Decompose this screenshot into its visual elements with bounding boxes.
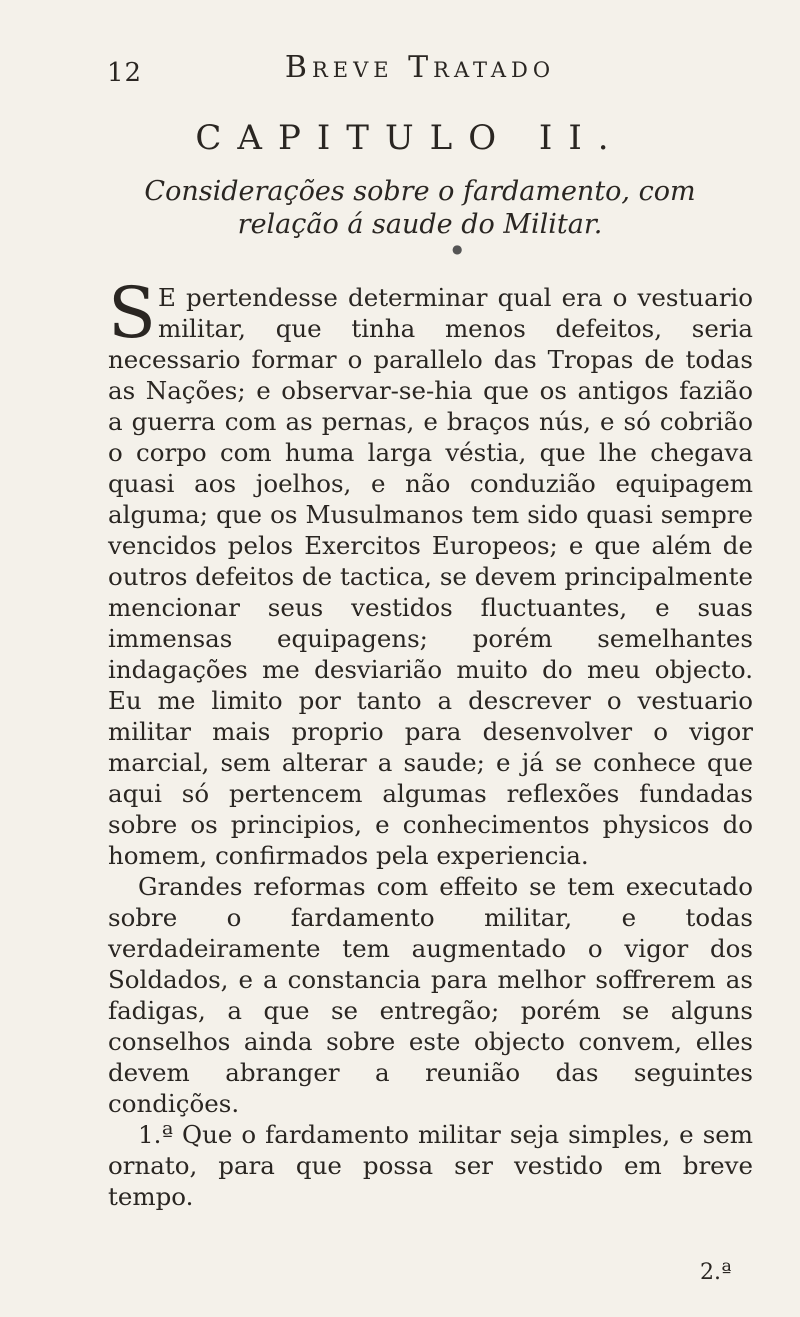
body-text	[108, 272, 753, 1212]
paragraph-3: 1.ª Que o fardamento militar seja simples, e sem ornato, para que possa ser vestido em breve tempo.	[108, 1120, 753, 1211]
paragraph-1	[108, 272, 753, 871]
catchword: 2.ª	[700, 1260, 732, 1285]
running-head	[0, 50, 800, 85]
page-number: 12	[107, 58, 143, 88]
running-title: Breve Tratado	[284, 50, 556, 85]
chapter-subtitle: Considerações sobre o fardamento, com relação á saude do Militar.	[144, 176, 696, 240]
drop-cap: S	[108, 272, 156, 354]
chapter-title: CAPITULO II.	[195, 118, 625, 158]
ornament-dot: ●	[452, 242, 463, 256]
paragraph-1-text: E pertendesse determinar qual era o vestuario militar, que tinha menos defeitos, seria necessario formar o parallelo das Tropas de todas as Nações; e observar-se-hia que os antigos fazião a guerra com as pernas, e braços nús, e só cobrião o corpo com huma larga véstia, que lhe chegava quasi aos joelhos, e não conduzião equipagem alguma; que os Musulmanos tem sido quasi sempre vencidos pelos Exercitos Europeos; e que além de outros defeitos de tactica, se devem principalmente mencionar seus vestidos fluctuantes, e suas immensas equipagens; porém semelhantes indagações me desviarião muito do meu objecto. Eu me limito por tanto a descrever o vestuario militar mais proprio para desenvolver o vigor marcial, sem alterar a saude; e já se conhece que aqui só pertencem algumas reflexões fundadas sobre os principios, e conhecimentos physicos do homem, confirmados pela experiencia.	[108, 283, 753, 870]
paragraph-2: Grandes reformas com effeito se tem executado sobre o fardamento militar, e todas verdadeiramente tem augmentado o vigor dos Soldados, e a constancia para melhor soffrerem as fadigas, a que se entregão; porém se alguns conselhos ainda sobre este objecto convem, elles devem abranger a reunião das seguintes condições.	[108, 872, 753, 1118]
